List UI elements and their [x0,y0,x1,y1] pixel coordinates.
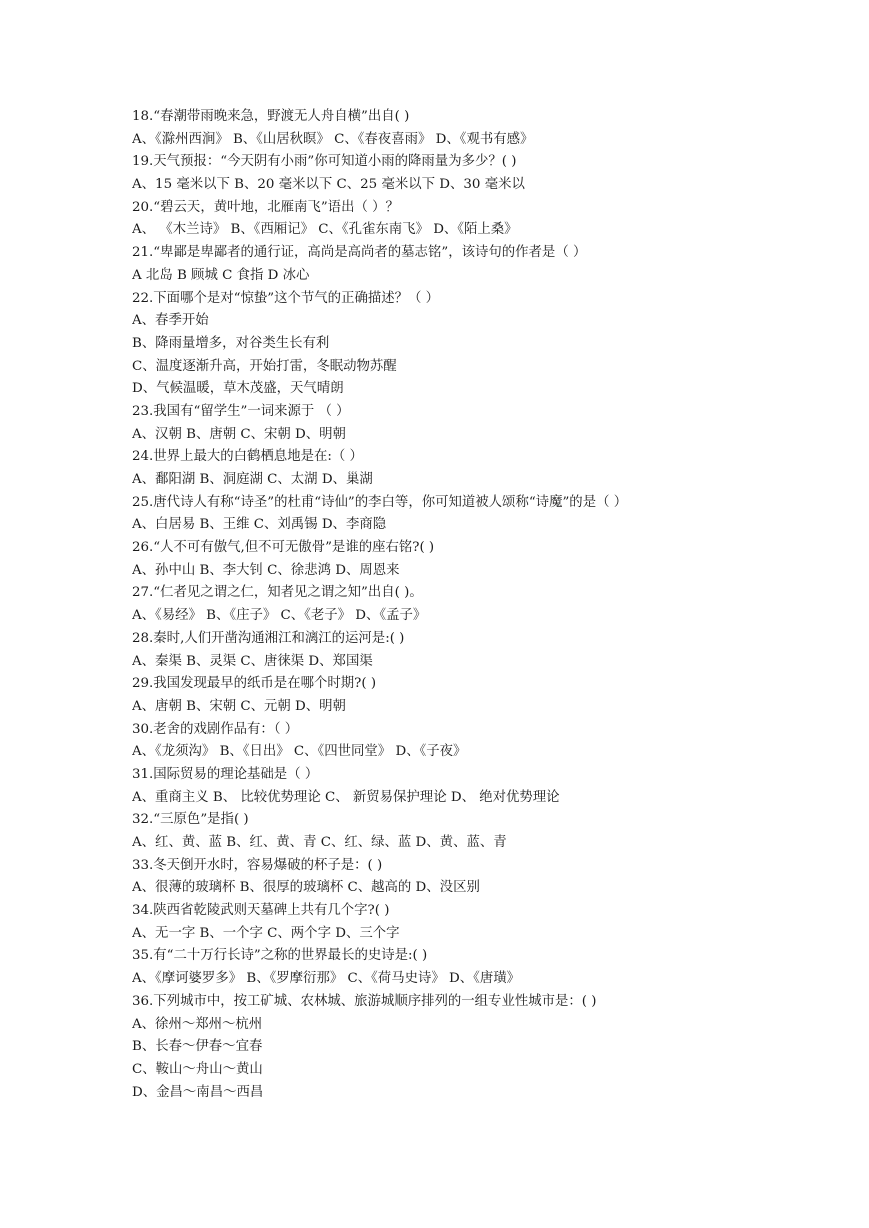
text-line: 19.天气预报：“今天阴有小雨”你可知道小雨的降雨量为多少？( ) [132,154,517,170]
text-line: D、金昌～南昌～西昌 [132,1084,264,1100]
text-line: D、气候温暖，草木茂盛，天气晴朗 [132,381,344,397]
text-line: A、汉朝 B、唐朝 C、宋朝 D、明朝 [132,426,346,442]
text-line: 35.有“二十万行长诗”之称的世界最长的史诗是:( ) [132,948,428,964]
text-line: 31.国际贸易的理论基础是（ ） [132,766,319,782]
text-line: 25.唐代诗人有称“诗圣”的杜甫“诗仙”的李白等，你可知道被人颂称“诗魔”的是（ ） [132,494,628,510]
text-line: 18.“春潮带雨晚来急，野渡无人舟自横”出自( ) [132,109,410,124]
text-line: 20.“碧云天，黄叶地，北雁南飞”语出（ ）？ [132,199,399,215]
text-line: A、孙中山 B、李大钊 C、徐悲鸿 D、周恩来 [132,562,400,578]
text-line: 24.世界上最大的白鹤栖息地是在:（ ） [132,449,363,465]
text-line: A 北岛 B 顾城 C 食指 D 冰心 [132,267,310,283]
text-line: A、很薄的玻璃杯 B、很厚的玻璃杯 C、越高的 D、没区别 [132,880,480,896]
text-line: 33.冬天倒开水时，容易爆破的杯子是：( ) [132,857,383,873]
text-line: 21.“卑鄙是卑鄙者的通行证，高尚是高尚者的墓志铭”，该诗句的作者是（ ） [132,245,587,261]
text-line: A、红、黄、蓝 B、红、黄、青 C、红、绿、蓝 D、黄、蓝、青 [132,835,507,850]
question-list [132,106,842,1104]
text-line: A、15 毫米以下 B、20 毫米以下 C、25 毫米以下 D、30 毫米以 [132,177,525,193]
text-line: A、鄱阳湖 B、洞庭湖 C、太湖 D、巢湖 [132,472,373,487]
text-line: A、秦渠 B、灵渠 C、唐徕渠 D、郑国渠 [132,653,373,669]
text-line: 23.我国有“留学生”一词来源于 （ ） [132,403,350,419]
text-line: A、《滁州西涧》 B、《山居秋暝》 C、《春夜喜雨》 D、《观书有感》 [132,131,534,147]
text-line: A、《易经》 B、《庄子》 C、《老子》 D、《孟子》 [132,608,427,624]
text-line: 30.老舍的戏剧作品有：（ ） [132,721,299,737]
text-line: 28.秦时,人们开凿沟通湘江和漓江的运河是:( ) [132,630,405,646]
text-line: A、白居易 B、王维 C、刘禹锡 D、李商隐 [132,517,387,533]
text-line: C、温度逐渐升高，开始打雷，冬眠动物苏醒 [132,358,397,374]
text-line: A、《龙须沟》 B、《日出》 C、《四世同堂》 D、《子夜》 [132,744,467,760]
text-line: A、重商主义 B、 比较优势理论 C、 新贸易保护理论 D、 绝对优势理论 [132,789,560,805]
text-line: 26.“人不可有傲气,但不可无傲骨”是谁的座右铭?( ) [132,540,435,556]
text-line: 29.我国发现最早的纸币是在哪个时期?( ) [132,676,377,692]
text-line: A、春季开始 [132,313,209,329]
text-line: A、徐州～郑州～杭州 [132,1016,263,1032]
text-line: 34.陕西省乾陵武则天墓碑上共有几个字?( ) [132,903,390,919]
text-line: C、鞍山～舟山～黄山 [132,1061,263,1077]
text-line: 22.下面哪个是对“惊蛰”这个节气的正确描述？（ ） [132,290,440,306]
text-line: B、长春～伊春～宜春 [132,1039,263,1055]
text-line: 32.“三原色”是指( ) [132,812,249,828]
text-line: 36.下列城市中，按工矿城、农林城、旅游城顺序排列的一组专业性城市是：( ) [132,993,597,1009]
text-line: 27.“仁者见之谓之仁，知者见之谓之知”出自( )。 [132,585,423,601]
text-line: B、降雨量增多，对谷类生长有利 [132,335,330,351]
text-line: A、《摩诃婆罗多》 B、《罗摩衍那》 C、《荷马史诗》 D、《唐璜》 [132,971,521,987]
text-line: A、无一字 B、一个字 C、两个字 D、三个字 [132,925,400,941]
text-line: A、 《木兰诗》 B、《西厢记》 C、《孔雀东南飞》 D、《陌上桑》 [132,222,518,238]
text-line: A、唐朝 B、宋朝 C、元朝 D、明朝 [132,698,346,714]
